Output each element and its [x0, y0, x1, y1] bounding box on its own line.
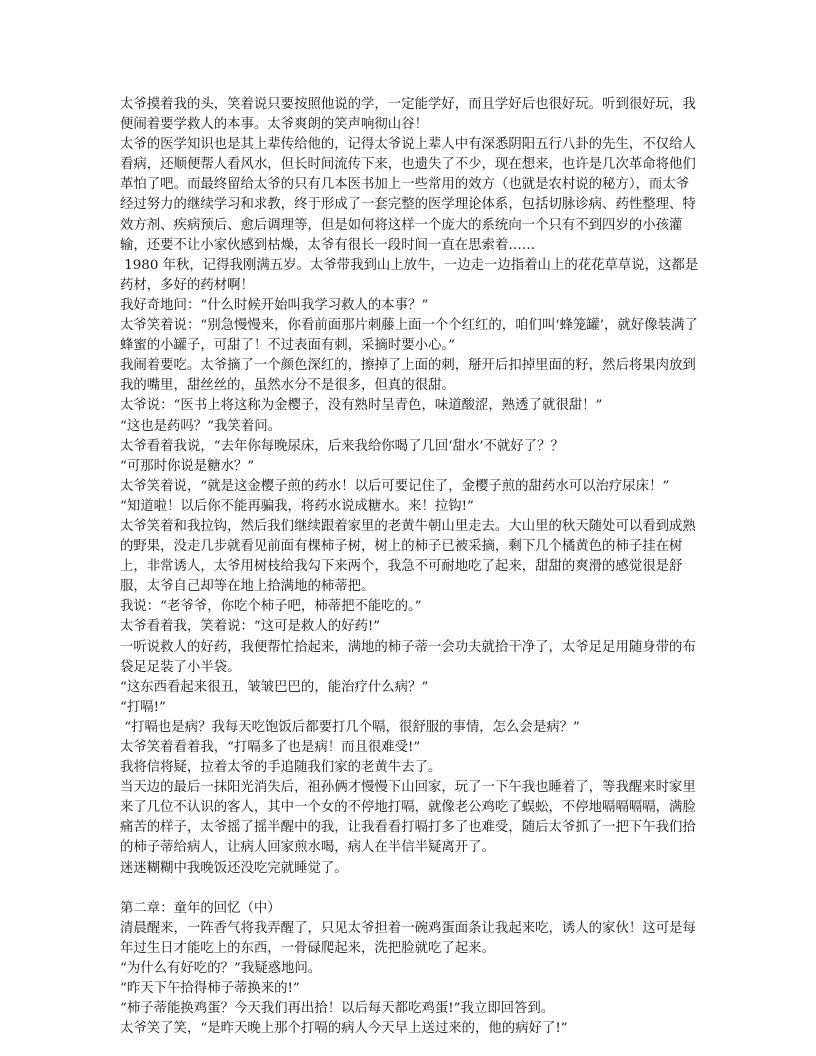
paragraph: 太爷说：“医书上将这称为金樱子，没有熟时呈青色，味道酸涩，熟透了就很甜！” [120, 398, 603, 414]
paragraph: 我好奇地问：“什么时候开始叫我学习救人的本事？” [120, 297, 429, 313]
document-body [120, 95, 700, 1039]
paragraph: 太爷笑着看着我，“打嗝多了也是病！而且很难受!” [120, 740, 421, 755]
paragraph: 太爷摸着我的头，笑着说只要按照他说的学，一定能学好，而且学好后也很好玩。听到很好玩，我便闹着要学救人的本事。太爷爽朗的笑声响彻山谷！ [120, 97, 696, 133]
paragraph: 我将信将疑，拉着太爷的手追随我们家的老黄牛去了。 [120, 760, 442, 776]
paragraph: 太爷笑着说：“别急慢慢来，你看前面那片刺藤上面一个个红红的，咱们叫‘蜂笼罐’，就好像装满了蜂蜜的小罐子，可甜了！不过表面有刺，采摘时要小心。” [120, 318, 698, 354]
paragraph: 1980 年秋，记得我刚满五岁。太爷带我到山上放牛，一边走一边指着山上的花花草草说，这都是药材，多好的药材啊！ [120, 257, 699, 293]
blank-line [120, 879, 700, 899]
paragraph: “这也是药吗？”我笑着问。 [120, 418, 281, 434]
paragraph: 我闹着要吃。太爷摘了一个颜色深红的，擦掉了上面的刺，掰开后扣掉里面的籽，然后将果肉放到我的嘴里，甜丝丝的，虽然水分不是很多，但真的很甜。 [120, 358, 696, 394]
paragraph: 迷迷糊糊中我晚饭还没吃完就睡觉了。 [120, 860, 348, 876]
paragraph: 我说：“老爷爷，你吃个柿子吧，柿蒂把不能吃的。” [120, 599, 422, 615]
paragraph: 清晨醒来，一阵香气将我弄醒了，只见太爷担着一碗鸡蛋面条让我起来吃，诱人的家伙！这可是每年过生日才能吃上的东西，一骨碌爬起来，洗把脸就吃了起来。 [120, 920, 696, 956]
paragraph: “柿子蒂能换鸡蛋？今天我们再出拾！以后每天都吃鸡蛋!”我立即回答到。 [120, 1001, 555, 1017]
paragraph: 太爷看着我，笑着说：“这可是救人的好药!” [120, 619, 381, 635]
paragraph: 太爷笑着和我拉钩，然后我们继续跟着家里的老黄牛朝山里走去。大山里的秋天随处可以看到成熟的野果，没走几步就看见前面有棵柿子树，树上的柿子已被采摘，剩下几个橘黄色的柿子挂在树上，非常诱人，太爷用树枝给我勾下来两个，我急不可耐地吃了起来，甜甜的爽滑的感觉很是舒服，太爷自己却等在地上拾满地的柿蒂把。 [120, 518, 696, 595]
paragraph: 太爷笑着说，“就是这金樱子煎的药水！以后可要记住了，金樱子煎的甜药水可以治疗尿床！” [120, 478, 670, 494]
paragraph: “知道啦！以后你不能再骗我，将药水说成糖水。来！拉钩!” [120, 498, 474, 514]
paragraph: “昨天下午拾得柿子蒂换来的!” [120, 981, 300, 997]
paragraph: “为什么有好吃的？”我疑惑地问。 [120, 960, 322, 976]
paragraph: 太爷看着我说，“去年你每晚尿床，后来我给你喝了几回‘甜水’不就好了？？ [120, 438, 564, 454]
paragraph: 一听说救人的好药，我便帮忙拾起来，满地的柿子蒂一会功夫就拾干净了，太爷足足用随身带的布袋足足装了小半袋。 [120, 639, 696, 675]
paragraph: 太爷笑了笑，“是昨天晚上那个打嗝的病人今天早上送过来的，他的病好了!” [120, 1021, 568, 1037]
paragraph: “这东西看起来很丑，皱皱巴巴的，能治疗什么病？” [120, 679, 429, 695]
paragraph: 当天边的最后一抹阳光消失后，祖孙俩才慢慢下山回家，玩了一下午我也睡着了，等我醒来时家里来了几位不认识的客人，其中一个女的不停地打嗝，就像老公鸡吃了蜈蚣，不停地嗝嗝嗝嗝，满脸痛苦的样子，太爷摇了摇半醒中的我，让我看看打嗝打多了也难受，随后太爷抓了一把下午我们拾的柿子蒂给病人，让病人回家煎水喝，病人在半信半疑离开了。 [120, 780, 696, 856]
paragraph: “可那时你说是糖水？” [120, 458, 255, 474]
paragraph: “打嗝!” [120, 699, 166, 715]
paragraph: “打嗝也是病？我每天吃饱饭后都要打几个嗝，很舒服的事情，怎么会是病？” [120, 719, 580, 735]
paragraph: 太爷的医学知识也是其上辈传给他的，记得太爷说上辈人中有深悉阴阳五行八卦的先生，不仅给人看病，还顺便帮人看风水，但长时间流传下来，也遗失了不少，现在想来，也许是几次革命将他们革怕了吧。而最终留给太爷的只有几本医书加上一些常用的效方（也就是农村说的秘方），而太爷经过努力的继续学习和求教，终于形成了一套完整的医学理论体系，包括切脉诊病、药性整理、特效方剂、疾病预后、愈后调理等，但是如何将这样一个庞大的系统向一个只有不到四岁的小孩灌输，还要不让小家伙感到枯燥，太爷有很长一段时间一直在思索着…… [120, 137, 696, 253]
chapter-heading: 第二章：童年的回忆（中） [120, 900, 281, 916]
